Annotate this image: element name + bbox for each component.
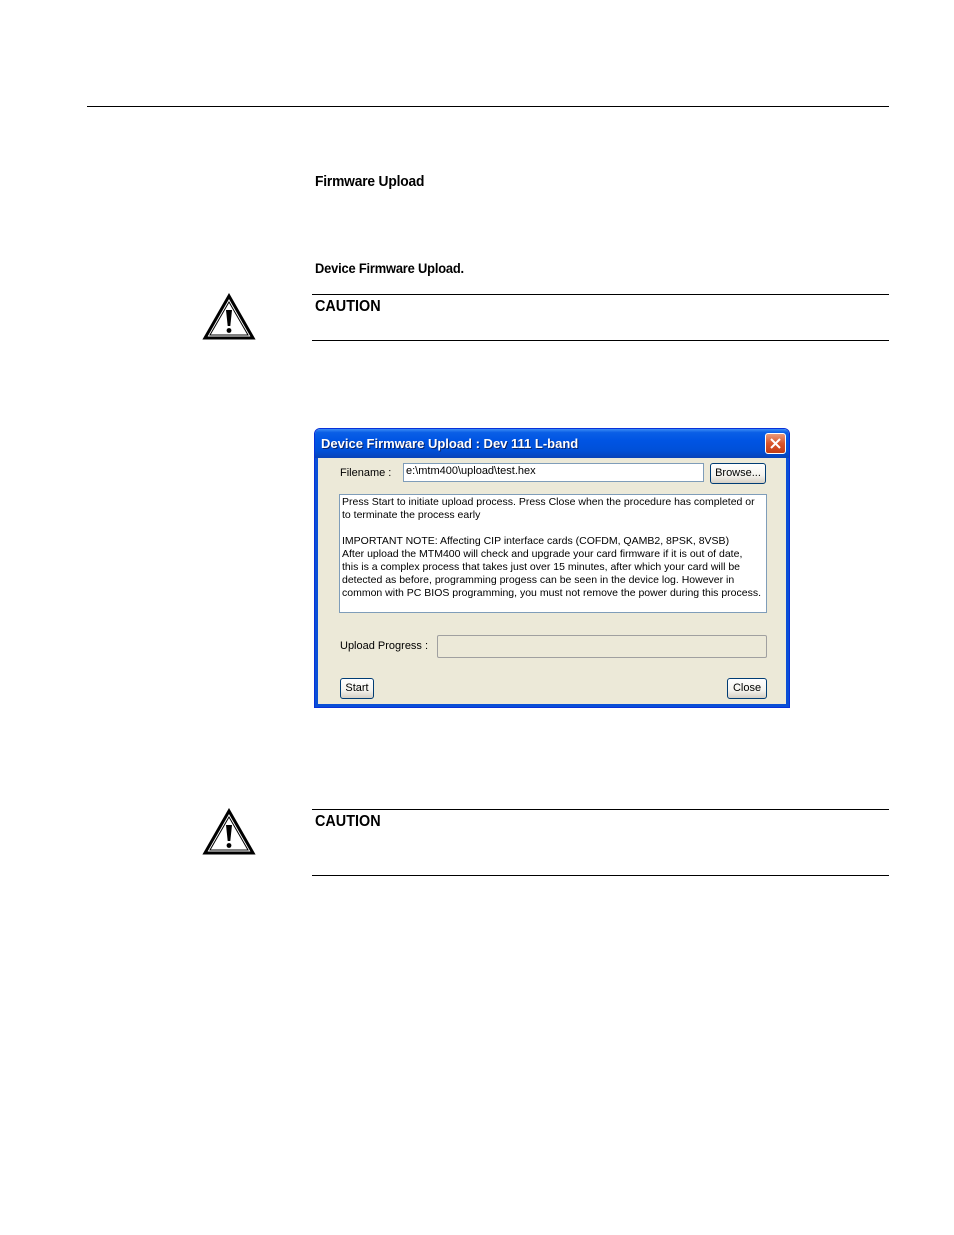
message-line: Press Start to initiate upload process. Press Close when the procedure has completed or <box>342 496 755 508</box>
warning-triangle-icon <box>202 293 256 341</box>
dialog-frame-bottom <box>315 704 789 707</box>
warning-triangle-icon <box>202 808 256 856</box>
caution-2-label: CAUTION <box>315 813 381 830</box>
message-line: this is a complex process that takes just over 15 minutes, after which your card will be <box>342 561 741 573</box>
section-heading: Firmware Upload <box>315 173 425 190</box>
caution-1-label: CAUTION <box>315 298 381 315</box>
page-top-rule <box>87 106 889 107</box>
firmware-upload-dialog <box>314 428 790 708</box>
message-line: IMPORTANT NOTE: Affecting CIP interface cards (COFDM, QAMB2, 8PSK, 8VSB) <box>342 535 730 547</box>
message-line: detected as before, programming progess can be seen in the device log. However in <box>342 574 735 586</box>
dialog-frame-right <box>786 458 789 707</box>
dialog-titlebar <box>315 429 789 458</box>
caution-2-bottom-rule <box>312 875 889 876</box>
dialog-close-button[interactable] <box>765 433 786 454</box>
close-button[interactable]: Close <box>727 678 767 699</box>
section-subheading: Device Firmware Upload. <box>315 260 464 276</box>
close-icon <box>770 438 781 449</box>
message-line <box>342 522 764 535</box>
message-line: common with PC BIOS programming, you must not remove the power during this process. <box>342 587 762 599</box>
filename-label: Filename : <box>340 467 392 479</box>
message-line: After upload the MTM400 will check and upgrade your card firmware if it is out of date, <box>342 548 743 560</box>
dialog-title: Device Firmware Upload : Dev 111 L-band <box>321 436 579 451</box>
upload-progress-bar <box>437 635 767 658</box>
caution-1-bottom-rule <box>312 340 889 341</box>
upload-progress-label: Upload Progress : <box>340 640 429 652</box>
message-line: to terminate the process early <box>342 509 481 521</box>
dialog-frame-left <box>315 458 318 707</box>
caution-1-top-rule <box>312 294 889 295</box>
filename-input[interactable]: e:\mtm400\upload\test.hex <box>403 463 704 482</box>
start-button[interactable]: Start <box>340 678 374 699</box>
browse-button[interactable]: Browse... <box>710 463 766 484</box>
caution-2-top-rule <box>312 809 889 810</box>
instructions-text-area <box>339 494 767 613</box>
